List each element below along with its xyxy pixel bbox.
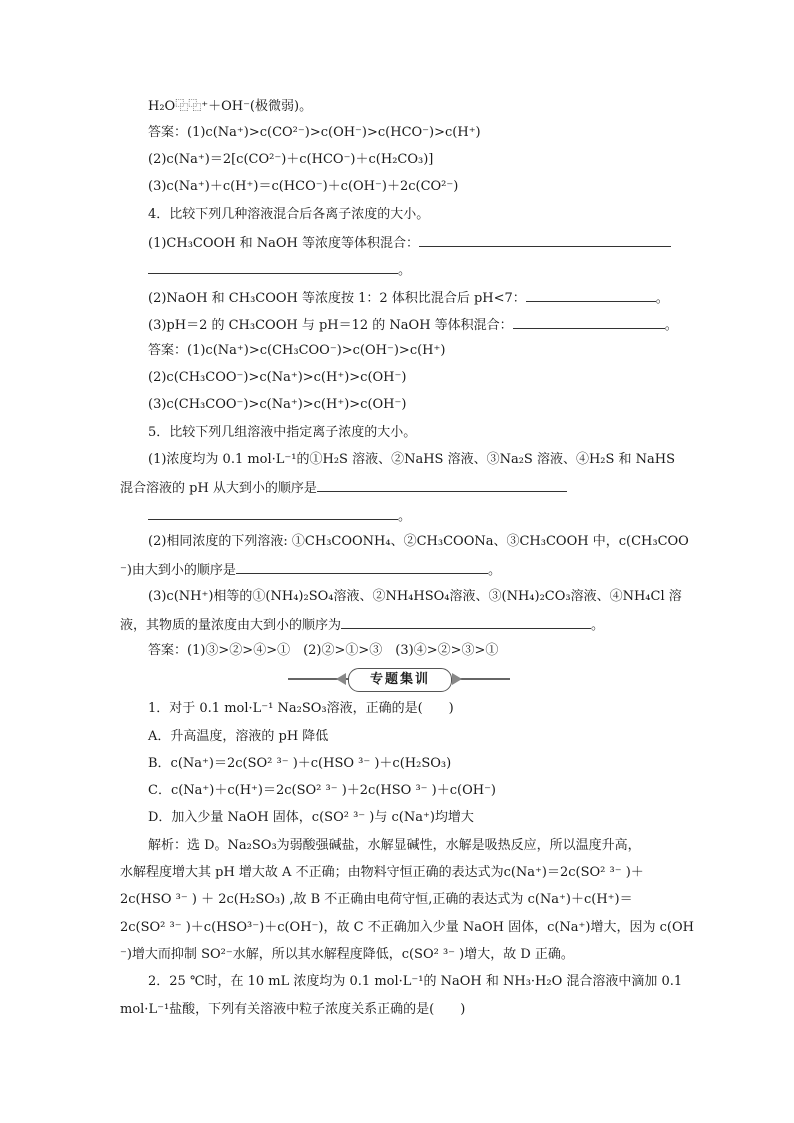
- question-line: (3)c(NH⁺)相等的①(NH₄)₂SO₄溶液、②NH₄HSO₄溶液、③(NH₄)₂CO₃溶液、④NH₄Cl 溶: [148, 589, 682, 604]
- section-banner: [288, 668, 510, 690]
- question-line: (2)相同浓度的下列溶液: ①CH₃COONH₄、②CH₃COONa、③CH₃COOH 中，c(CH₃COO: [148, 534, 689, 549]
- answer-blank[interactable]: [513, 316, 665, 329]
- question-heading: 4．比较下列几种溶液混合后各离子浓度的大小。: [148, 207, 430, 222]
- explanation-line: 2c(HSO ³⁻ ) ＋ 2c(H₂SO₃) ,故 B 不正确由电荷守恒,正确的表达式为 c(Na⁺)＋c(H⁺)＝: [120, 892, 633, 907]
- question-line: (1)浓度均为 0.1 mol·L⁻¹的①H₂S 溶液、②NaHS 溶液、③Na₂S 溶液、④H₂S 和 NaHS: [148, 452, 676, 467]
- question-line: mol·L⁻¹盐酸，下列有关溶液中粒子浓度关系正确的是( ): [120, 1002, 466, 1017]
- question-line: 1．对于 0.1 mol·L⁻¹ Na₂SO₃溶液，正确的是( ): [148, 701, 454, 716]
- answer-blank[interactable]: [317, 479, 567, 492]
- answer-blank[interactable]: [419, 234, 671, 247]
- question-line: 。: [148, 507, 411, 525]
- answer-blank[interactable]: [341, 616, 591, 629]
- explanation-line: 水解程度增大其 pH 增大故 A 不正确；由物料守恒正确的表达式为c(Na⁺)＝2c(SO² ³⁻ )＋: [120, 865, 644, 880]
- question-heading: 5．比较下列几组溶液中指定离子浓度的大小。: [148, 425, 417, 440]
- answer-line: (3)c(Na⁺)＋c(H⁺)＝c(HCO⁻)＋c(OH⁻)＋2c(CO²⁻): [148, 179, 459, 194]
- question-line: (2)NaOH 和 CH₃COOH 等浓度按 1：2 体积比混合后 pH<7： 。: [148, 291, 669, 306]
- answer-line: (2)c(CH₃COO⁻)>c(Na⁺)>c(H⁺)>c(OH⁻): [148, 370, 407, 385]
- answer-blank[interactable]: [148, 261, 398, 274]
- triangle-left-icon: [336, 673, 346, 685]
- banner-title: 专题集训: [348, 668, 452, 692]
- explanation-line: 解析：选 D。Na₂SO₃为弱酸强碱盐，水解显碱性，水解是吸热反应，所以温度升高，: [148, 838, 641, 853]
- question-line: (1)CH₃COOH 和 NaOH 等浓度等体积混合：: [148, 234, 671, 252]
- answer-line: (3)c(CH₃COO⁻)>c(Na⁺)>c(H⁺)>c(OH⁻): [148, 397, 407, 412]
- answer-line: (2)c(Na⁺)＝2[c(CO²⁻)＋c(HCO⁻)＋c(H₂CO₃)]: [148, 152, 434, 167]
- option-a: A．升高温度，溶液的 pH 降低: [148, 729, 329, 744]
- answer-line: 答案：(1)③>②>④>① (2)②>①>③ (3)④>②>③>①: [148, 643, 499, 658]
- triangle-right-icon: [452, 673, 462, 685]
- question-line: ⁻)由大到小的顺序是 。: [120, 563, 501, 578]
- question-line: 2．25 ℃时，在 10 mL 浓度均为 0.1 mol·L⁻¹的 NaOH 和 NH₃·H₂O 混合溶液中滴加 0.1: [148, 974, 683, 989]
- question-line: 混合溶液的 pH 从大到小的顺序是: [120, 479, 567, 497]
- text-line: H₂O⿻⿻⁺＋OH⁻(极微弱)。: [148, 99, 313, 114]
- question-line: 。: [148, 261, 411, 279]
- explanation-line: 2c(SO² ³⁻ )＋c(HSO³⁻)＋c(OH⁻)，故 C 不正确加入少量 NaOH 固体，c(Na⁺)增大，因为 c(OH: [120, 920, 694, 935]
- explanation-line: ⁻)增大而抑制 SO²⁻水解，所以其水解程度降低，c(SO² ³⁻ )增大，故 D 正确。: [120, 947, 574, 962]
- answer-blank[interactable]: [236, 561, 488, 574]
- question-line: (3)pH＝2 的 CH₃COOH 与 pH＝12 的 NaOH 等体积混合： 。: [148, 318, 678, 333]
- option-c: C．c(Na⁺)＋c(H⁺)＝2c(SO² ³⁻ )＋2c(HSO ³⁻ )＋c(OH⁻): [148, 783, 497, 798]
- answer-line: 答案：(1)c(Na⁺)>c(CH₃COO⁻)>c(OH⁻)>c(H⁺): [148, 343, 446, 358]
- option-b: B．c(Na⁺)＝2c(SO² ³⁻ )＋c(HSO ³⁻ )＋c(H₂SO₃): [148, 756, 452, 771]
- answer-line: 答案：(1)c(Na⁺)>c(CO²⁻)>c(OH⁻)>c(HCO⁻)>c(H⁺): [148, 125, 481, 140]
- answer-blank[interactable]: [526, 289, 656, 302]
- question-line: 液，其物质的量浓度由大到小的顺序为 。: [120, 618, 605, 633]
- option-d: D．加入少量 NaOH 固体，c(SO² ³⁻ )与 c(Na⁺)均增大: [148, 810, 474, 825]
- answer-blank[interactable]: [148, 507, 398, 520]
